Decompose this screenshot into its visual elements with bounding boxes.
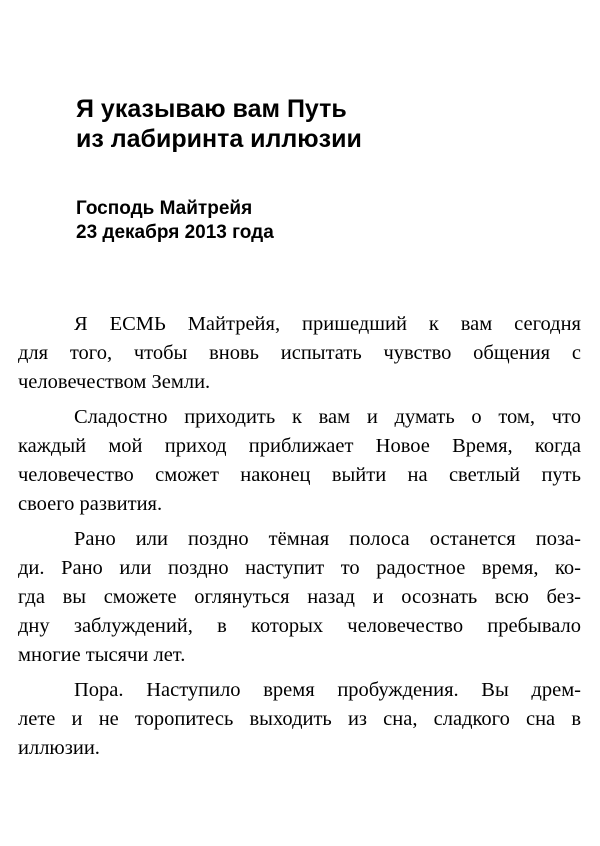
text-line: человечество сможет наконец выйти на светлый путь: [18, 464, 581, 486]
title-line-1: Я указываю вам Путь: [76, 95, 347, 123]
paragraph-2: [18, 403, 581, 519]
message-date: 23 декабря 2013 года: [76, 222, 274, 243]
text-line: лете и не торопитесь выходить из сна, сладкого сна в: [18, 708, 581, 730]
message-byline: [76, 197, 274, 245]
text-line: Сладостно приходить к вам и думать о том, что: [74, 406, 581, 428]
paragraph-3: [18, 525, 581, 670]
text-line: Пора. Наступило время пробуждения. Вы дрем-: [74, 679, 581, 701]
text-line: многие тысячи лет.: [18, 644, 186, 666]
message-title: [76, 94, 362, 154]
text-line: своего развития.: [18, 493, 163, 515]
text-line: ди. Рано или поздно наступит то радостное время, ко-: [18, 557, 581, 579]
text-line: иллюзии.: [18, 737, 100, 759]
text-line: дну заблуждений, в которых человечество пребывало: [18, 615, 581, 637]
paragraph-1: [18, 310, 581, 397]
text-line: каждый мой приход приближает Новое Время, когда: [18, 435, 581, 457]
text-line: человечеством Земли.: [18, 371, 211, 393]
message-body: [18, 310, 581, 769]
author-name: Господь Майтрейя: [76, 198, 253, 219]
text-line: гда вы сможете оглянуться назад и осознать всю без-: [18, 586, 581, 608]
text-line: Рано или поздно тёмная полоса останется поза-: [74, 528, 581, 550]
text-line: Я ЕСМЬ Майтрейя, пришедший к вам сегодня: [74, 313, 581, 335]
text-line: для того, чтобы вновь испытать чувство общения с: [18, 342, 581, 364]
paragraph-4: [18, 676, 581, 763]
title-line-2: из лабиринта иллюзии: [76, 125, 362, 153]
